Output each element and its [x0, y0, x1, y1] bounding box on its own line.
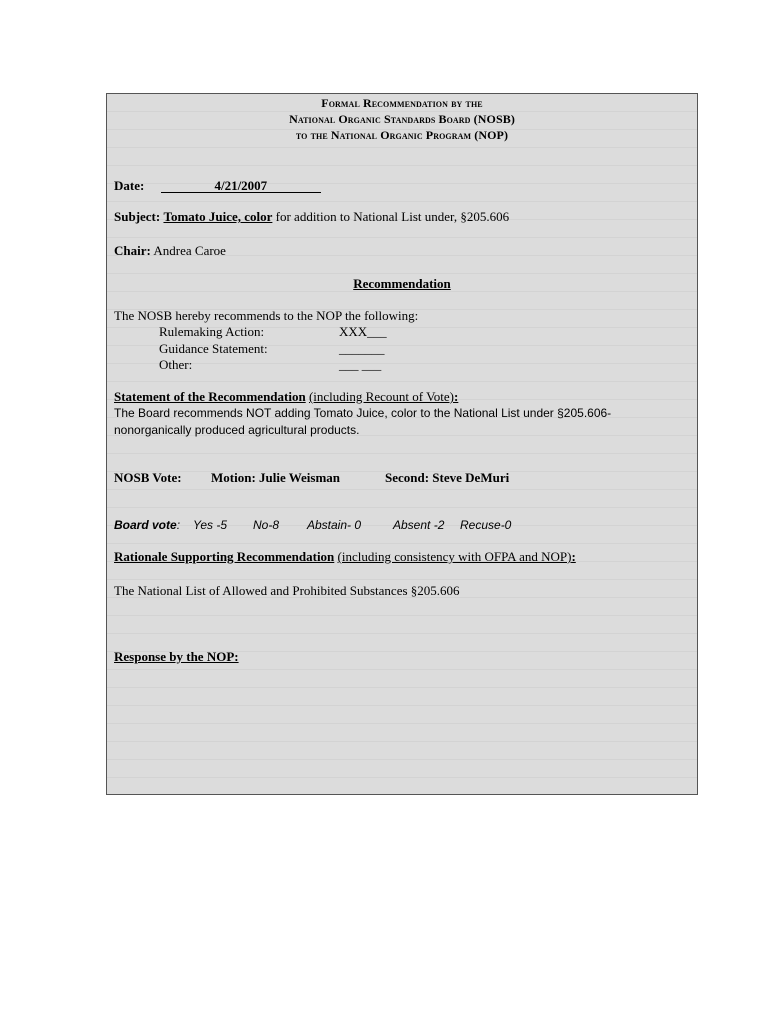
chair-row	[114, 243, 226, 259]
vote-second: Second: Steve DeMuri	[385, 470, 510, 485]
header-line-1	[107, 96, 697, 111]
board-vote-no: No-8	[253, 518, 280, 532]
header-line-1-text: Formal Recommendation by the	[321, 96, 483, 110]
board-vote-row	[114, 518, 180, 532]
board-vote-absent: Absent -2	[393, 518, 445, 532]
subject-rest: for addition to National List under, §205.606	[275, 209, 510, 224]
subject-row	[114, 209, 509, 225]
board-vote-colon: :	[176, 518, 181, 532]
action-other-label: Other:	[159, 357, 193, 372]
header-line-3-acronym: (NOP)	[474, 128, 509, 142]
statement-text-line-1: The Board recommends NOT adding Tomato Juice, color to the National List under §205.606-	[114, 406, 612, 420]
statement-heading-colon: :	[454, 389, 459, 404]
action-guidance-label: Guidance Statement:	[159, 341, 268, 356]
recommendation-heading: Recommendation	[353, 276, 451, 291]
board-vote-abstain: Abstain- 0	[307, 518, 362, 532]
board-vote-label: Board vote	[114, 518, 177, 532]
action-rulemaking-value: XXX___	[339, 324, 387, 339]
board-vote-yes: Yes -5	[193, 518, 228, 532]
chair-label: Chair:	[114, 243, 151, 258]
statement-heading-paren: (including Recount of Vote)	[308, 389, 454, 404]
rationale-text: The National List of Allowed and Prohibited Substances §205.606	[114, 583, 460, 598]
response-heading: Response by the NOP:	[114, 649, 239, 664]
header-line-3	[107, 128, 697, 143]
board-vote-recuse: Recuse-0	[460, 518, 512, 532]
rationale-heading-colon: :	[571, 549, 576, 564]
chair-value: Andrea Caroe	[153, 243, 226, 258]
subject-label: Subject:	[114, 209, 161, 224]
vote-label: NOSB Vote:	[114, 470, 182, 485]
statement-heading-text: Statement of the Recommendation	[114, 389, 306, 404]
header-line-2	[107, 112, 697, 127]
vote-motion: Motion: Julie Weisman	[211, 470, 341, 485]
statement-text-line-2: nonorganically produced agricultural products.	[114, 423, 360, 437]
rationale-heading-text: Rationale Supporting Recommendation	[114, 549, 335, 564]
rationale-heading	[114, 549, 576, 565]
header-line-3-text: to the National Organic Program	[295, 128, 472, 142]
date-label: Date:	[114, 178, 145, 193]
action-rulemaking-label: Rulemaking Action:	[159, 324, 265, 339]
statement-heading	[114, 389, 458, 405]
header-line-2-text: National Organic Standards Board	[289, 112, 471, 126]
date-row	[114, 178, 321, 194]
intro-text: The NOSB hereby recommends to the NOP the following:	[114, 308, 419, 323]
action-guidance-value: _______	[339, 341, 385, 356]
action-other-value: ___ ___	[339, 357, 382, 372]
rationale-heading-paren: (including consistency with OFPA and NOP)	[337, 549, 572, 564]
header-line-2-acronym: (NOSB)	[473, 112, 515, 126]
date-value: 4/21/2007	[161, 179, 321, 193]
recommendation-form	[106, 93, 698, 795]
subject-item: Tomato Juice, color	[163, 209, 273, 224]
